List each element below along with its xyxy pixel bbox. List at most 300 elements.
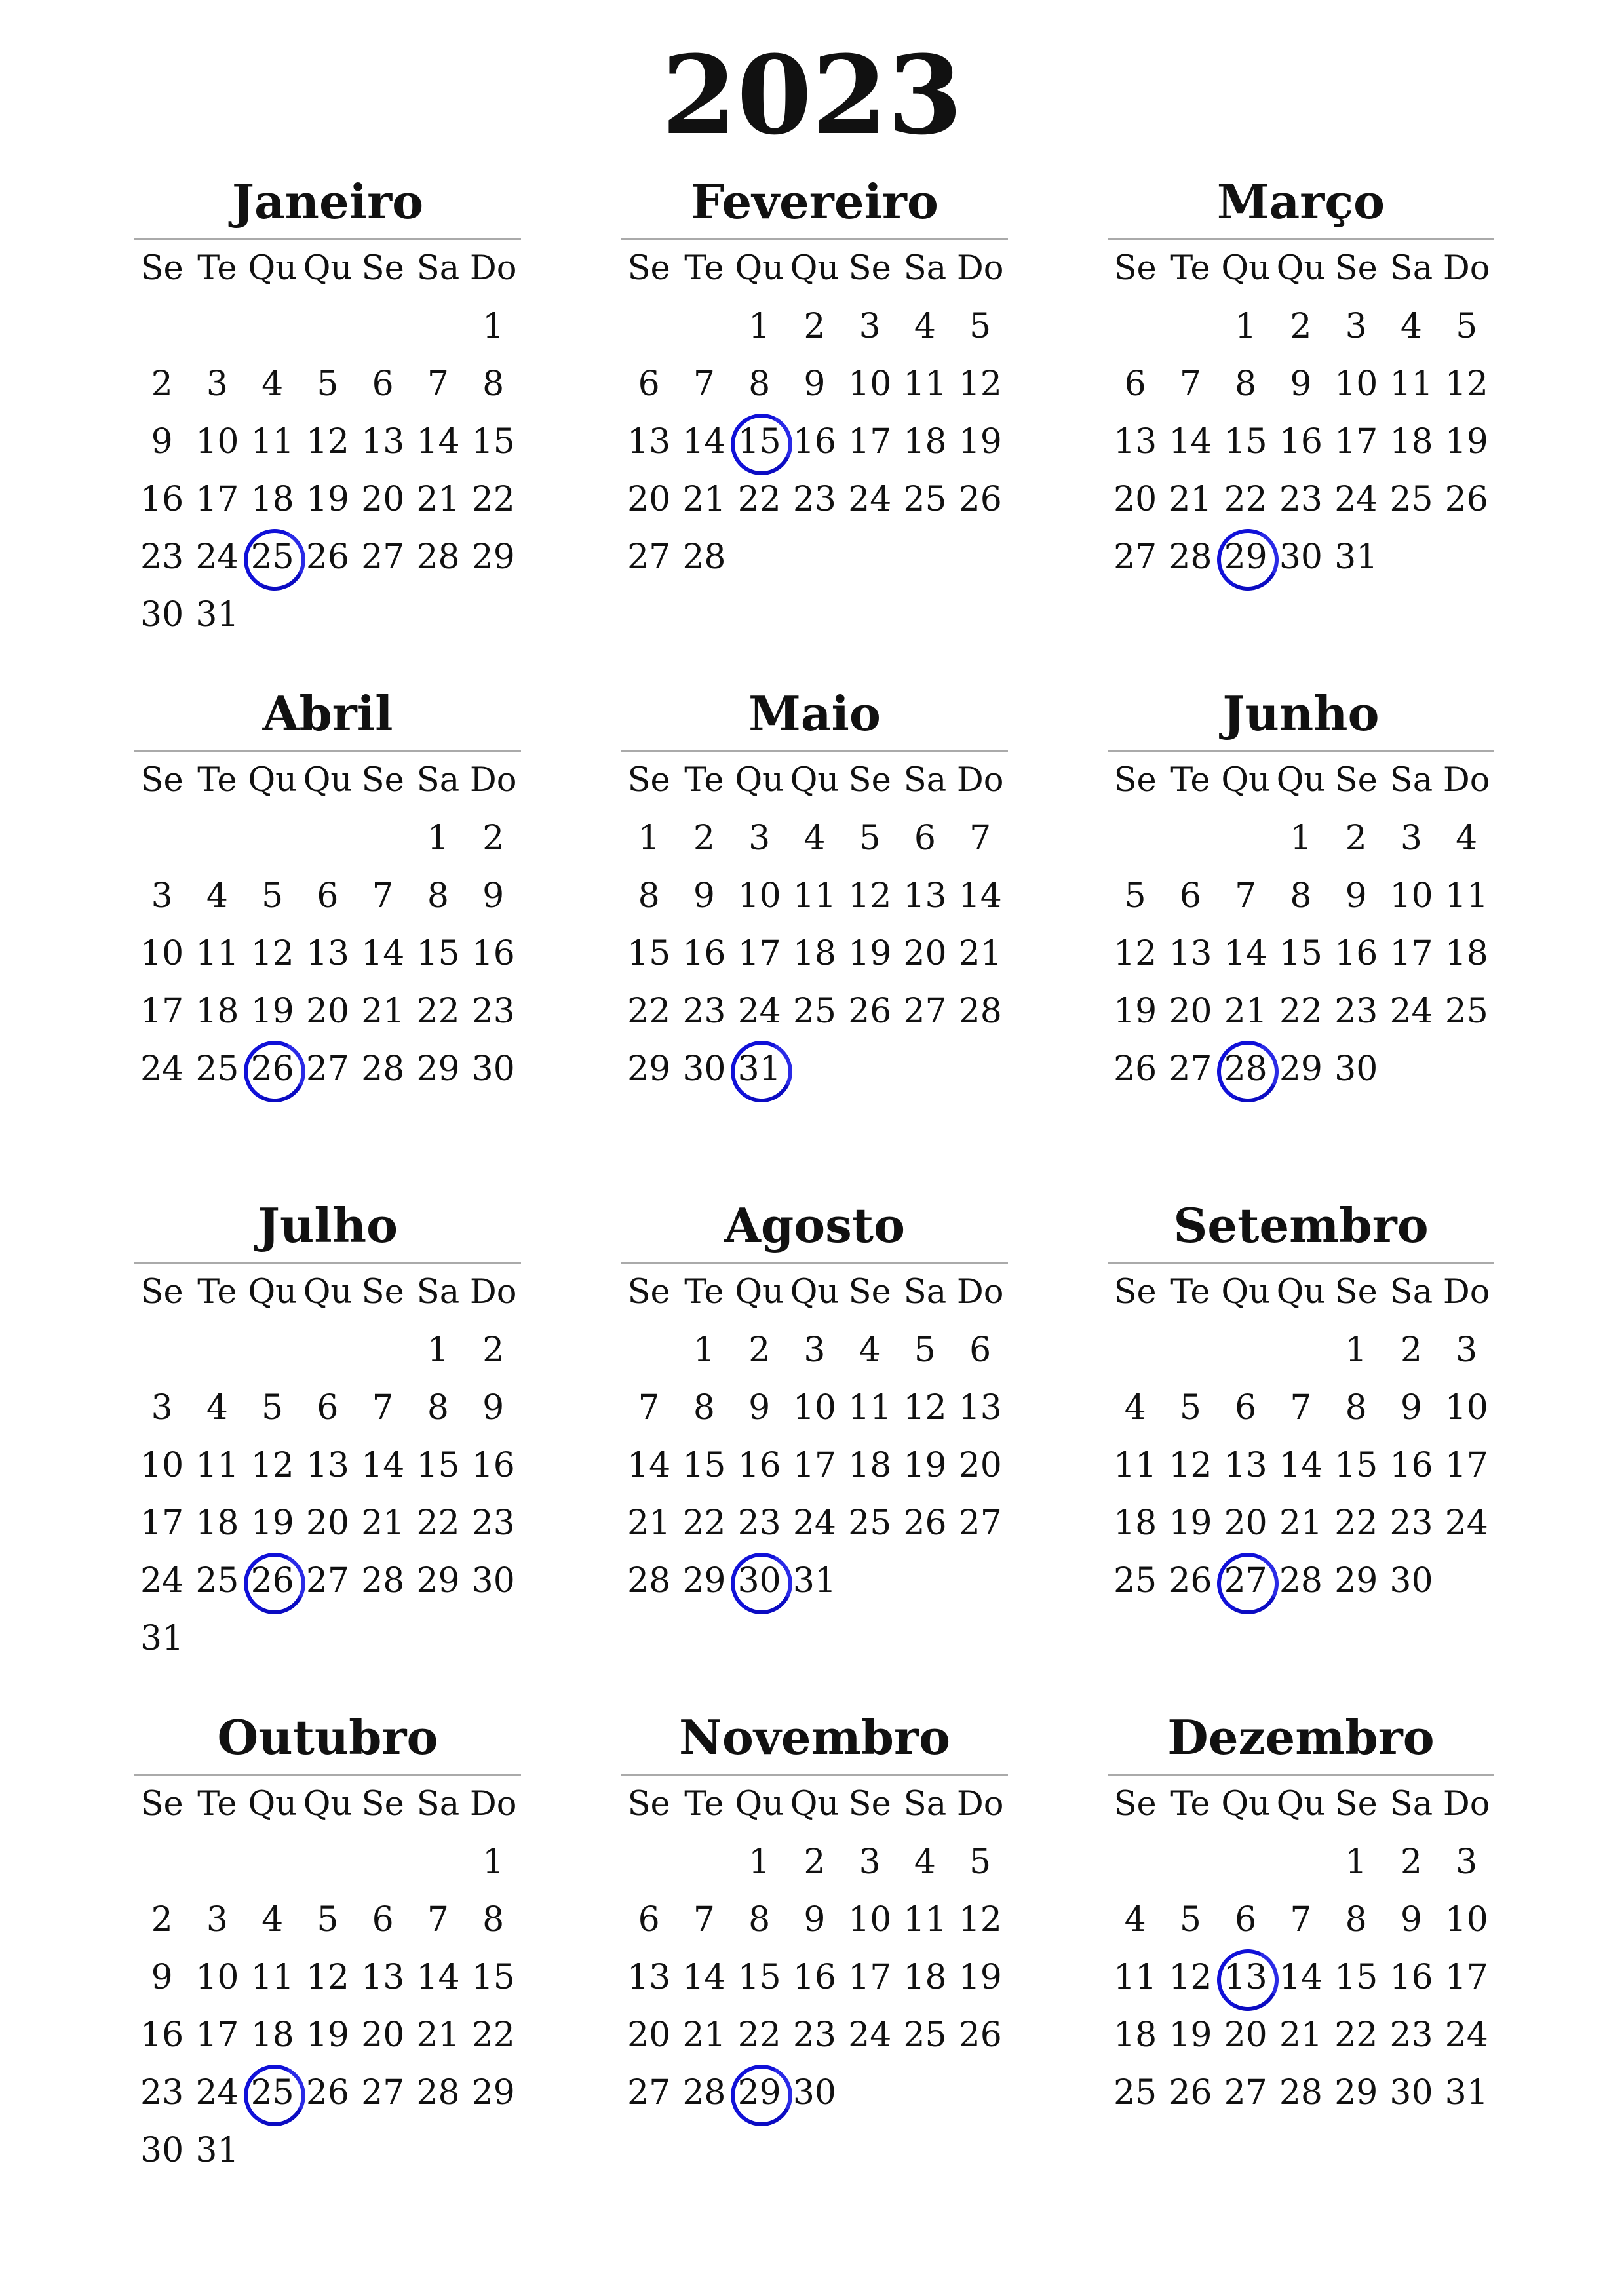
day: 8 — [482, 1900, 505, 1939]
week-row — [134, 809, 521, 867]
day: 10 — [1334, 364, 1378, 404]
empty-day — [842, 2064, 897, 2122]
day: 3 — [151, 876, 173, 916]
weekday-label: Qu — [735, 1273, 784, 1312]
weekday-label: Qu — [1221, 249, 1270, 288]
day: 23 — [1389, 2015, 1433, 2055]
empty-day — [245, 2122, 300, 2179]
day: 17 — [1444, 1446, 1488, 1485]
empty-day — [1273, 1833, 1328, 1891]
day: 20 — [1224, 2015, 1267, 2055]
day: 1 — [1345, 1331, 1367, 1370]
day: 12 — [305, 1958, 350, 1997]
weekday-label: Do — [956, 249, 1004, 288]
empty-day — [410, 298, 465, 355]
week-row — [621, 355, 1008, 413]
day: 27 — [1224, 2073, 1267, 2112]
day: 4 — [261, 1900, 284, 1939]
empty-day — [1439, 1552, 1494, 1610]
day: 19 — [250, 1504, 294, 1543]
day: 3 — [1400, 819, 1422, 858]
day: 19 — [1444, 422, 1488, 461]
week-row — [621, 413, 1008, 471]
day: 7 — [1179, 364, 1201, 404]
weekday-label: Sa — [903, 249, 947, 288]
weekday-header — [134, 752, 521, 809]
month-name: Julho — [257, 1197, 398, 1253]
empty-day — [410, 586, 465, 644]
weekday-label: Te — [197, 249, 237, 288]
week-row — [134, 298, 521, 355]
week-row — [1108, 298, 1494, 355]
day: 20 — [361, 480, 405, 519]
weekday-label: Se — [1334, 249, 1378, 288]
weekday-label: Do — [1442, 761, 1490, 800]
day: 2 — [1290, 307, 1312, 346]
day: 10 — [792, 1388, 837, 1428]
week-row — [621, 1494, 1008, 1552]
day: 3 — [206, 1900, 228, 1939]
day: 14 — [958, 876, 1002, 916]
day: 12 — [848, 876, 892, 916]
day: 7 — [693, 1900, 715, 1939]
day: 5 — [969, 1842, 992, 1882]
day: 10 — [195, 1958, 239, 1997]
day: 18 — [195, 1504, 239, 1543]
day: 21 — [627, 1504, 671, 1543]
day: 12 — [1169, 1958, 1212, 1997]
weekday-header — [621, 752, 1008, 809]
day: 25 — [903, 480, 947, 519]
week-row — [134, 1321, 521, 1379]
empty-day — [355, 2122, 410, 2179]
day: 1 — [1290, 819, 1312, 858]
day: 9 — [1400, 1900, 1422, 1939]
weekday-label: Sa — [903, 761, 947, 800]
day: 23 — [1334, 992, 1378, 1031]
day: 5 — [1179, 1388, 1201, 1428]
day: 1 — [1345, 1842, 1367, 1882]
day: 19 — [305, 2015, 350, 2055]
empty-day — [676, 1833, 731, 1891]
day: 21 — [361, 1504, 405, 1543]
day: 17 — [1334, 422, 1378, 461]
month-junho — [1108, 678, 1494, 1098]
empty-day — [1383, 528, 1439, 586]
day: 21 — [1224, 992, 1267, 1031]
empty-day — [189, 809, 244, 867]
day: 13 — [305, 934, 350, 973]
day: 7 — [427, 1900, 449, 1939]
month-name: Janeiro — [231, 174, 424, 229]
day: 1 — [693, 1331, 715, 1370]
day: 30 — [471, 1561, 515, 1601]
day: 24 — [140, 1049, 184, 1089]
day: 4 — [1400, 307, 1422, 346]
empty-day — [1163, 1833, 1218, 1891]
day: 6 — [1124, 364, 1146, 404]
week-row — [621, 1833, 1008, 1891]
day: 2 — [482, 819, 505, 858]
marked-day: 13 — [1218, 1949, 1273, 2006]
weekday-label: Qu — [303, 1785, 353, 1823]
marked-day: 25 — [245, 528, 300, 586]
day: 21 — [1279, 1504, 1323, 1543]
day: 8 — [482, 364, 505, 404]
weekday-label: Se — [140, 249, 184, 288]
week-row — [1108, 1949, 1494, 2006]
day: 24 — [1389, 992, 1433, 1031]
day: 11 — [1389, 364, 1433, 404]
day: 29 — [471, 2073, 515, 2112]
day: 22 — [1334, 1504, 1378, 1543]
day: 23 — [471, 1504, 515, 1543]
empty-day — [466, 586, 521, 644]
day: 8 — [693, 1388, 715, 1428]
week-row — [134, 1494, 521, 1552]
marked-day: 29 — [732, 2064, 787, 2122]
week-row — [1108, 809, 1494, 867]
day: 6 — [969, 1331, 992, 1370]
day: 10 — [140, 934, 184, 973]
empty-day — [1218, 1833, 1273, 1891]
day: 2 — [748, 1331, 771, 1370]
weekday-header — [621, 1264, 1008, 1321]
day: 23 — [140, 2073, 184, 2112]
week-row — [134, 867, 521, 925]
day: 15 — [416, 934, 460, 973]
day: 1 — [638, 819, 660, 858]
week-row — [1108, 528, 1494, 586]
day: 19 — [1113, 992, 1157, 1031]
day: 15 — [737, 1958, 781, 1997]
day: 24 — [1444, 1504, 1488, 1543]
weekday-label: Do — [469, 1785, 517, 1823]
day: 13 — [361, 1958, 405, 1997]
day: 29 — [1334, 1561, 1378, 1601]
weekday-label: Do — [956, 1785, 1004, 1823]
day: 4 — [206, 876, 228, 916]
week-row — [1108, 1321, 1494, 1379]
day: 16 — [1279, 422, 1323, 461]
week-row — [1108, 413, 1494, 471]
month-name: Setembro — [1173, 1197, 1429, 1253]
day: 27 — [627, 537, 671, 577]
weekday-label: Sa — [1389, 249, 1433, 288]
weekday-label: Te — [197, 1273, 237, 1312]
day: 2 — [803, 1842, 826, 1882]
day: 18 — [903, 422, 947, 461]
month-name: Novembro — [679, 1709, 950, 1765]
day: 27 — [1169, 1049, 1212, 1089]
day: 10 — [195, 422, 239, 461]
weekday-label: Qu — [790, 249, 840, 288]
day: 2 — [803, 307, 826, 346]
day: 13 — [958, 1388, 1002, 1428]
day: 8 — [1290, 876, 1312, 916]
week-row — [1108, 983, 1494, 1040]
day: 10 — [848, 364, 892, 404]
marked-day: 31 — [732, 1040, 787, 1098]
day: 12 — [1113, 934, 1157, 973]
marked-day: 26 — [245, 1040, 300, 1098]
empty-day — [355, 586, 410, 644]
day: 25 — [1113, 1561, 1157, 1601]
month-name: Outubro — [217, 1709, 438, 1765]
empty-day — [1108, 298, 1163, 355]
month-name: Junho — [1222, 686, 1380, 741]
weekday-header — [1108, 1264, 1494, 1321]
weekday-label: Qu — [735, 761, 784, 800]
empty-day — [621, 1321, 676, 1379]
empty-day — [953, 1040, 1008, 1098]
day: 21 — [682, 2015, 726, 2055]
day: 25 — [792, 992, 837, 1031]
day: 25 — [848, 1504, 892, 1543]
day: 14 — [416, 422, 460, 461]
day: 10 — [140, 1446, 184, 1485]
marked-day: 26 — [245, 1552, 300, 1610]
day: 11 — [195, 934, 239, 973]
day: 4 — [859, 1331, 881, 1370]
empty-day — [466, 1610, 521, 1667]
weekday-label: Te — [197, 761, 237, 800]
day: 7 — [1290, 1900, 1312, 1939]
week-row — [1108, 2064, 1494, 2122]
day: 15 — [471, 1958, 515, 1997]
day: 30 — [140, 2131, 184, 2170]
empty-day — [300, 809, 355, 867]
day: 29 — [416, 1561, 460, 1601]
day: 13 — [627, 422, 671, 461]
weekday-label: Se — [361, 1785, 404, 1823]
day: 9 — [803, 1900, 826, 1939]
day: 16 — [140, 480, 184, 519]
weekday-label: Do — [1442, 1273, 1490, 1312]
weekday-label: Do — [956, 1273, 1004, 1312]
week-row — [621, 1040, 1008, 1098]
week-row — [621, 1321, 1008, 1379]
weekday-label: Te — [197, 1785, 237, 1823]
empty-day — [842, 528, 897, 586]
day: 25 — [1389, 480, 1433, 519]
week-row — [621, 1949, 1008, 2006]
weekday-label: Te — [684, 249, 724, 288]
weekday-label: Qu — [735, 1785, 784, 1823]
week-row — [134, 355, 521, 413]
day: 20 — [361, 2015, 405, 2055]
day: 12 — [958, 1900, 1002, 1939]
weekday-label: Qu — [248, 1785, 297, 1823]
day: 3 — [859, 307, 881, 346]
weekday-label: Se — [1113, 1273, 1157, 1312]
day: 3 — [1456, 1842, 1478, 1882]
day: 9 — [1290, 364, 1312, 404]
day: 29 — [1279, 1049, 1323, 1089]
weekday-label: Sa — [416, 1785, 460, 1823]
week-row — [621, 2064, 1008, 2122]
day: 16 — [1389, 1958, 1433, 1997]
day: 27 — [305, 1049, 350, 1089]
day: 13 — [627, 1958, 671, 1997]
day: 28 — [361, 1561, 405, 1601]
day: 5 — [261, 1388, 284, 1428]
weekday-label: Se — [140, 1273, 184, 1312]
weekday-header — [134, 1264, 521, 1321]
empty-day — [410, 1610, 465, 1667]
empty-day — [1218, 1321, 1273, 1379]
weekday-label: Se — [1113, 249, 1157, 288]
month-julho — [134, 1190, 521, 1667]
weekday-label: Se — [848, 761, 891, 800]
day: 28 — [1169, 537, 1212, 577]
day: 2 — [151, 364, 173, 404]
empty-day — [1108, 1321, 1163, 1379]
day: 15 — [1334, 1958, 1378, 1997]
day: 5 — [859, 819, 881, 858]
day: 6 — [638, 1900, 660, 1939]
weekday-label: Se — [848, 1785, 891, 1823]
day: 1 — [427, 819, 449, 858]
weekday-label: Do — [469, 761, 517, 800]
empty-day — [953, 2064, 1008, 2122]
day: 16 — [792, 422, 837, 461]
day: 22 — [682, 1504, 726, 1543]
day: 29 — [627, 1049, 671, 1089]
marked-day: 28 — [1218, 1040, 1273, 1098]
week-row — [621, 298, 1008, 355]
day: 12 — [1169, 1446, 1212, 1485]
day: 25 — [195, 1561, 239, 1601]
day: 4 — [914, 307, 936, 346]
week-row — [134, 1833, 521, 1891]
empty-day — [1108, 1833, 1163, 1891]
day: 30 — [140, 595, 184, 634]
day: 18 — [250, 480, 294, 519]
empty-day — [355, 809, 410, 867]
day: 27 — [958, 1504, 1002, 1543]
empty-day — [1439, 528, 1494, 586]
empty-day — [245, 1833, 300, 1891]
day: 18 — [250, 2015, 294, 2055]
day: 24 — [848, 480, 892, 519]
day: 18 — [1113, 2015, 1157, 2055]
day: 22 — [737, 480, 781, 519]
day: 16 — [737, 1446, 781, 1485]
day: 26 — [958, 480, 1002, 519]
week-row — [134, 1891, 521, 1949]
week-row — [1108, 1833, 1494, 1891]
day: 28 — [416, 2073, 460, 2112]
day: 22 — [737, 2015, 781, 2055]
week-row — [134, 1040, 521, 1098]
day: 31 — [792, 1561, 837, 1601]
day: 7 — [427, 364, 449, 404]
day: 5 — [1124, 876, 1146, 916]
empty-day — [1218, 809, 1273, 867]
weekday-label: Se — [140, 761, 184, 800]
day: 24 — [195, 537, 239, 577]
empty-day — [1439, 1040, 1494, 1098]
week-row — [134, 1610, 521, 1667]
day: 4 — [1124, 1388, 1146, 1428]
weekday-header — [1108, 1776, 1494, 1833]
day: 19 — [903, 1446, 947, 1485]
empty-day — [1163, 298, 1218, 355]
empty-day — [410, 1833, 465, 1891]
day: 25 — [903, 2015, 947, 2055]
day: 28 — [682, 537, 726, 577]
week-row — [621, 1437, 1008, 1494]
day: 11 — [1113, 1958, 1157, 1997]
day: 31 — [195, 595, 239, 634]
day: 8 — [748, 1900, 771, 1939]
day: 11 — [250, 422, 294, 461]
day: 14 — [416, 1958, 460, 1997]
day: 13 — [1169, 934, 1212, 973]
day: 8 — [1345, 1388, 1367, 1428]
day: 2 — [1400, 1331, 1422, 1370]
week-row — [134, 586, 521, 644]
day: 11 — [903, 364, 947, 404]
week-row — [1108, 925, 1494, 983]
day: 15 — [1279, 934, 1323, 973]
weekday-label: Sa — [416, 249, 460, 288]
week-row — [621, 471, 1008, 528]
empty-day — [300, 1833, 355, 1891]
weekday-label: Se — [1113, 1785, 1157, 1823]
week-row — [621, 809, 1008, 867]
week-row — [1108, 1552, 1494, 1610]
month-name: Maio — [748, 686, 881, 741]
day: 19 — [848, 934, 892, 973]
day: 30 — [1279, 537, 1323, 577]
weekday-label: Qu — [1221, 761, 1270, 800]
day: 17 — [140, 992, 184, 1031]
day: 19 — [305, 480, 350, 519]
day: 7 — [1290, 1388, 1312, 1428]
day: 22 — [416, 1504, 460, 1543]
day: 17 — [1389, 934, 1433, 973]
day: 18 — [848, 1446, 892, 1485]
day: 11 — [1444, 876, 1488, 916]
empty-day — [189, 1610, 244, 1667]
empty-day — [732, 528, 787, 586]
day: 14 — [1279, 1958, 1323, 1997]
day: 29 — [682, 1561, 726, 1601]
month-agosto — [621, 1190, 1008, 1610]
day: 14 — [1279, 1446, 1323, 1485]
weekday-label: Sa — [1389, 1273, 1433, 1312]
day: 13 — [305, 1446, 350, 1485]
weekday-label: Se — [140, 1785, 184, 1823]
week-row — [1108, 471, 1494, 528]
day: 26 — [848, 992, 892, 1031]
day: 26 — [903, 1504, 947, 1543]
weekday-label: Do — [1442, 1785, 1490, 1823]
weekday-label: Se — [627, 1273, 670, 1312]
month-name: Fevereiro — [691, 174, 938, 229]
day: 19 — [958, 422, 1002, 461]
day: 18 — [903, 1958, 947, 1997]
weekday-label: Qu — [303, 249, 353, 288]
day: 6 — [914, 819, 936, 858]
weekday-header — [134, 1776, 521, 1833]
day: 2 — [1400, 1842, 1422, 1882]
day: 20 — [1113, 480, 1157, 519]
week-row — [134, 1437, 521, 1494]
day: 8 — [427, 876, 449, 916]
